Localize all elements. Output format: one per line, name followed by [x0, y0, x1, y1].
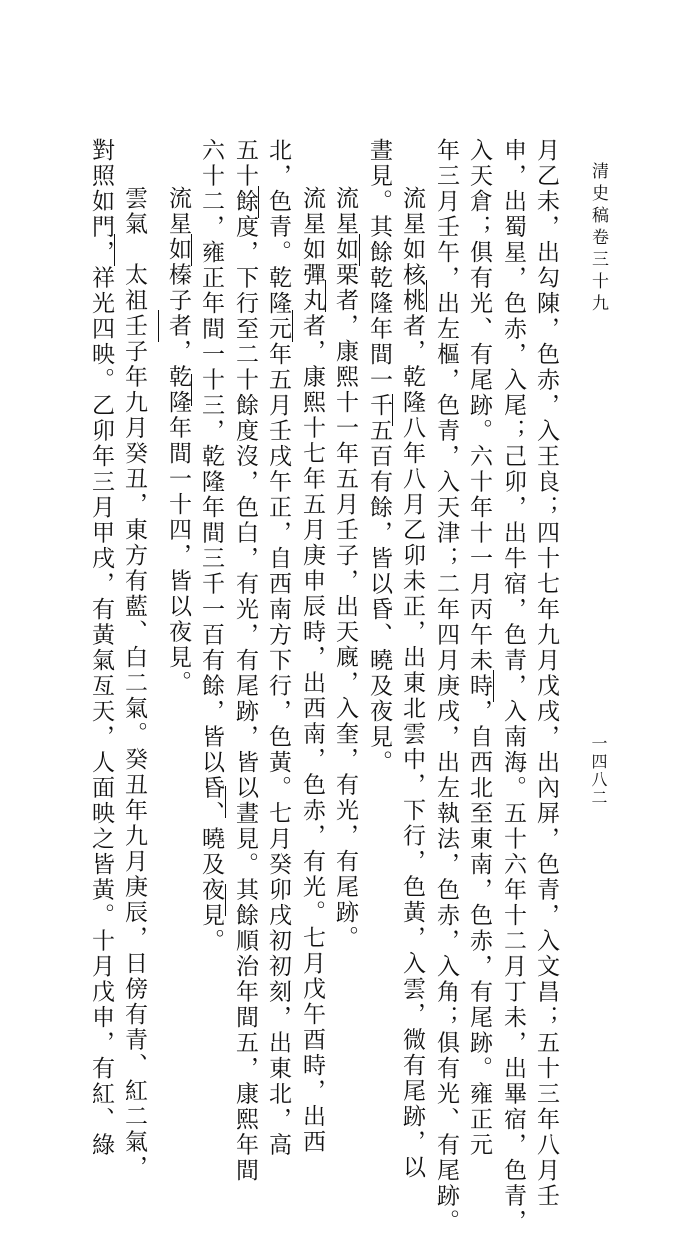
text-column: 雲氣 太祖壬子年九月癸丑，東方有藍、白二氣。癸丑年九月庚辰，日傍有青、紅二氣， [121, 186, 147, 1181]
proper-noun-mark [426, 280, 427, 312]
text-column: 年三月壬午，出左樞，色青，入天津；二年四月庚戌，出左執法，色赤，入角；俱有光、有尾跡。 [433, 138, 459, 1235]
text-column: 流星如栗者，康熙十一年五月壬子，出天廐，入奎，有光，有尾跡。 [332, 186, 358, 951]
proper-noun-mark [359, 234, 360, 266]
proper-noun-mark [158, 310, 159, 342]
text-column: 晝見。其餘乾隆年間一千五百有餘，皆以昏、曉及夜見。 [366, 138, 392, 776]
page-number: 一四八二 [589, 735, 608, 807]
proper-noun-mark [493, 670, 494, 702]
text-column: 六十二，雍正年間一十三，乾隆年間三千一百有餘，皆以昏、曉及夜見。 [198, 138, 224, 954]
proper-noun-mark [292, 310, 293, 342]
text-column: 入天倉；俱有光、有尾跡。六十年十一月丙午未時，自西北至東南，色赤，有尾跡。雍正元 [466, 138, 492, 1158]
text-column: 流星如彈丸者，康熙十七年五月庚申辰時，出西南，色赤，有光。七月戊午酉時，出西 [299, 186, 325, 1155]
text-column: 流星如核桃者，乾隆八年八月乙卯未正，出東北雲中，下行，色黃，入雲，微有尾跡，以 [399, 186, 425, 1181]
running-header-title: 清史稿卷三十九 [588, 162, 608, 316]
text-column: 申，出蜀星，色赤，入尾；己卯，出牛宿，色青，入南海。五十六年十二月丁未，出畢宿，色青， [500, 138, 526, 1235]
text-column: 月乙未，出勾陳，色赤，入王良；四十七年九月戊戌，出內屏，色青，入文昌；五十三年八月壬 [533, 138, 559, 1209]
text-column: 五十餘度，下行至二十餘度沒，色白，有光，有尾跡，皆以晝見。其餘順治年間五，康熙年間 [232, 138, 258, 1184]
proper-noun-mark [114, 234, 115, 266]
proper-noun-mark [258, 186, 259, 218]
text-column: 流星如榛子者，乾隆年間一十四，皆以夜見。 [165, 186, 191, 696]
proper-noun-mark [225, 786, 226, 818]
text-column: 對照如門，祥光四映。乙卯年三月甲戌，有黃氣亙天，人面映之皆黃。十月戊申，有紅、綠 [88, 138, 114, 1158]
proper-noun-mark [225, 884, 226, 916]
proper-noun-mark [325, 280, 326, 312]
proper-noun-mark [191, 234, 192, 266]
text-column: 北，色青。乾隆元年五月壬戌午正，自西南方下行，色黃。七月癸卯戌初初刻，出東北，高 [265, 138, 291, 1158]
proper-noun-mark [392, 394, 393, 426]
proper-noun-mark [191, 374, 192, 406]
